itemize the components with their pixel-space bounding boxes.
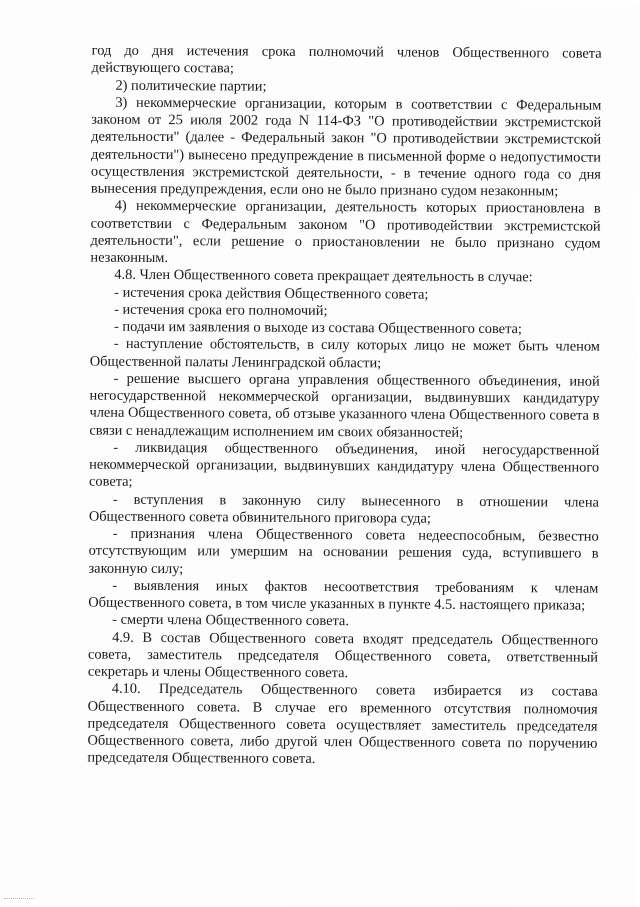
list-item-liquidation: - ликвидация общественного объединения, иной негосударственной некоммерческой организации, выдвинувших кандидатуру члена Общественного совета; [89,439,600,491]
list-item-circumstances: - наступление обстоятельств, в силу которых лицо не может быть членом Общественной палаты Ленинградской области; [89,335,600,371]
paragraph-item-2: 2) политические партии; [115,77,267,95]
paragraph-item-3: 3) некоммерческие организации, которым в соответствии с Федеральным законом от 25 июля 2002 года N 114-ФЗ "О противодействии экстремистской деятельности" (далее - Федеральный закон "О противодействии экстремистской деятельности") вынесено предупреждение в письменной форме о недопустимости осуществления экстремистской деятельности, - в течение одного года со дня вынесения предупреждения, если оно не было признано судом незаконным; [90,94,602,200]
paragraph-4-8: 4.8. Член Общественного совета прекращает деятельность в случае: [114,266,533,286]
paragraph-item-4: 4) некоммерческие организации, деятельность которых приостановлена в соответствии с Федеральным законом "О противодействии экстремистской деятельности", если решение о приостановлении не было признано судом незаконным. [90,198,601,267]
list-item-noncompliance: - выявления иных фактов несоответствия требованиям к членам Общественного совета, в том числе указанных в пункте 4.5. настоящего приказа; [88,577,599,614]
list-item-term-expiry: - истечения срока действия Общественного совета; [114,284,429,303]
list-item-incapacity: - признания члена Общественного совета недееспособным, безвестно отсутствующим или умершим на основании решения суда, вступившего в законную силу; [88,525,599,577]
paragraph-continuation: год до дня истечения срока полномочий членов Общественного совета действующего состава; [91,42,602,77]
paragraph-4-9: 4.9. В состав Общественного совета входят председатель Общественного совета, заместитель председателя Общественного совета, ответственный секретарь и члены Общественного совета. [87,629,599,682]
list-item-death: - смерти члена Общественного совета. [112,611,350,630]
scan-edge-mark [4,898,34,899]
list-item-resignation: - подачи им заявления о выходе из состава Общественного совета; [113,318,523,338]
list-item-powers-expiry: - истечения срока его полномочий; [114,301,328,319]
paragraph-4-10: 4.10. Председатель Общественного совета избирается из состава Общественного совета. В случае его временного отсутствия полномочия председателя Общественного совета осуществляет заместитель председателя Общественного совета, либо другой член Общественного совета по поручению председателя Общественного совета. [87,680,598,768]
list-item-conviction: - вступления в законную силу вынесенного в отношении члена Общественного совета обвинительного приговора суда; [88,491,599,527]
list-item-recall-decision: - решение высшего органа управления общественного объединения, иной негосударственной некоммерческой организации, выдвинувших кандидатуру члена Общественного совета, об отзыве указанного члена Общественного совета в связи с ненадлежащим исполнением им своих обязанностей; [89,370,600,441]
